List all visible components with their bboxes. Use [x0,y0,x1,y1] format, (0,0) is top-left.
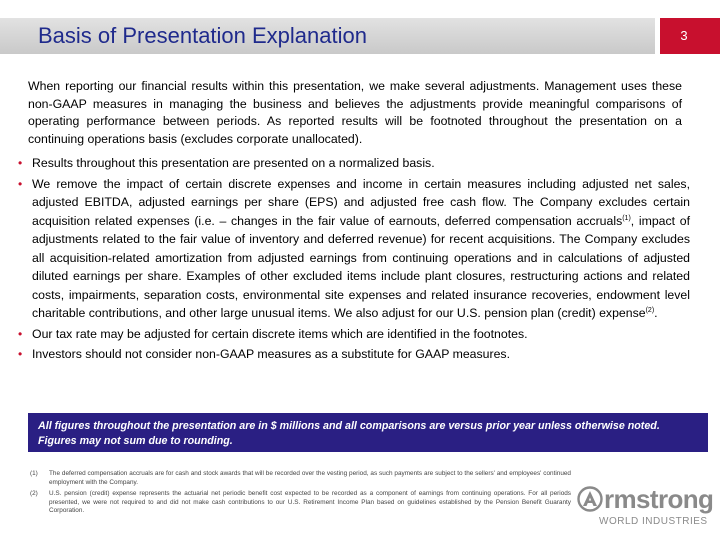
footnote-ref: (1) [622,214,631,222]
bullet-text: Our tax rate may be adjusted for certain discrete items which are identified in the footnotes. [32,326,528,341]
footnote-item [28,470,571,487]
bullet-text: . [654,306,658,320]
page-title: Basis of Presentation Explanation [38,23,367,48]
intro-paragraph: When reporting our financial results within this presentation, we make several adjustments. Management uses these non-GAAP measures in managing the business and believes the adjustments provide meaningful comparisons of operating performance between periods. As reported results will be footnoted throughout the presentation on a continuing operations basis (excludes corporate unallocated). [28,79,682,146]
bullet-text: We remove the impact of certain discrete expenses and income in certain measures including adjusted net sales, adjusted EBITDA, adjusted earnings per share (EPS) and adjusted free cash flow. The Company excludes certain acquisition related expenses (i.e. – changes in the fair value of earnouts, deferred compensation accruals [32,176,690,228]
bullet-text: Results throughout this presentation are presented on a normalized basis. [32,156,435,170]
bullet-dot-icon: • [18,326,23,341]
notice-banner [28,413,708,452]
bullet-dot-icon: • [18,156,23,170]
footnote-number: (1) [30,470,38,477]
bullet-dot-icon: • [18,347,23,361]
notice-text: All figures throughout the presentation are in $ millions and all comparisons are versus prior year unless otherwise noted. Figures may not sum due to rounding. [38,420,660,447]
armstrong-a-mark-icon [577,486,603,512]
footnote-text: The deferred compensation accruals are for cash and stock awards that will be recorded over the vesting period, as such payments are subject to the sellers' and employees' continued employment with the Company. [49,470,571,486]
bullet-item [18,325,690,344]
page-number: 3 [680,28,688,43]
bullet-item [18,345,690,364]
page-number-tab [660,18,720,54]
bullet-text: , impact of adjustments related to the fair value of inventory and deferred revenue) for recent acquisitions. The Company excludes all acquisition-related amortization from adjusted earnings from continuing operations and in calculations of adjusted diluted earnings per share. Examples of other excluded items include plant closures, restructuring actions and related costs, impairments, separation costs, environmental site expenses and related insurance recoveries, endowment level charitable contributions, and other large unusual items. We also adjust for our U.S. pension plan (credit) expense [32,213,690,320]
armstrong-logo [577,486,712,532]
bullet-list [18,154,690,366]
footnote-text: U.S. pension (credit) expense represents the actuarial net periodic benefit cost expected to be recorded as a component of earnings from continuing operations. For all periods presented, we were not required to and did not make cash contributions to our U.S. Retirement Income Plan based on guidelines established by the Pension Benefit Guaranty Corporation. [49,490,571,515]
footnote-item [28,490,571,516]
footnotes [28,470,571,519]
footnote-ref: (2) [645,306,655,314]
logo-subtitle: WORLD INDUSTRIES [599,516,708,527]
logo-wordmark: rmstrong [604,484,714,514]
bullet-dot-icon: • [18,176,23,191]
bullet-text: Investors should not consider non-GAAP measures as a substitute for GAAP measures. [32,347,510,361]
footnote-number: (2) [30,490,38,498]
bullet-item [18,175,690,323]
bullet-item [18,154,690,173]
